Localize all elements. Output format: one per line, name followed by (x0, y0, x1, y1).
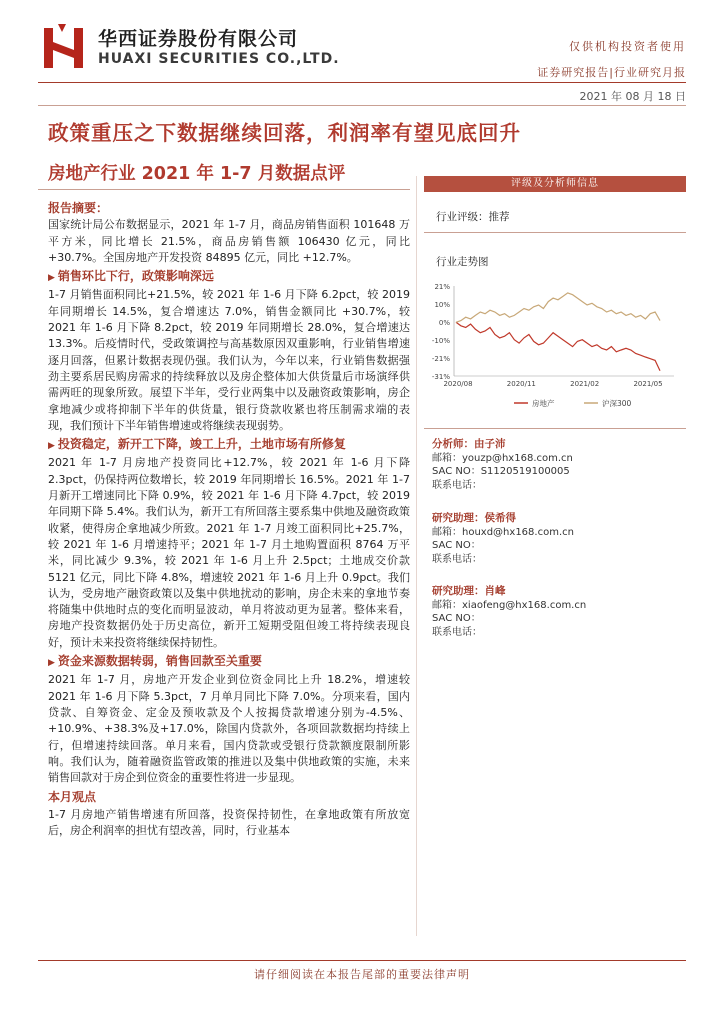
legal-notice-footer: 请仔细阅读在本报告尾部的重要法律声明 (254, 968, 470, 981)
analyst-sac: SAC NO： (432, 613, 481, 624)
section-heading-funding: ▶ 资金来源数据转弱，销售回款至关重要 (48, 654, 262, 669)
analyst-info-bar: 评级及分析师信息 (424, 176, 686, 192)
y-tick-label: -21% (431, 355, 450, 363)
analyst-name: 分析师：由子沛 (432, 438, 506, 450)
trend-chart-label: 行业走势图 (436, 256, 489, 268)
legend-label: 沪深300 (602, 399, 632, 408)
analyst-name: 研究助理：肖峰 (432, 585, 506, 597)
y-tick-label: -10% (431, 337, 450, 345)
x-tick-label: 2020/11 (506, 380, 536, 388)
analyst-card (432, 438, 692, 492)
analyst-phone: 联系电话： (432, 626, 482, 638)
date-divider (38, 105, 686, 106)
summary-intro: 国家统计局公布数据显示，2021 年 1-7 月，商品房销售面积 101648 万平方米，同比增长 21.5%，商品房销售额 106430 亿元，同比+30.7%。全国房地产开发投资 84895 亿元，同比 +12.7%。 (48, 218, 410, 264)
analyst-email[interactable]: 邮箱：houxd@hx168.com.cn (432, 526, 574, 538)
triangle-bullet-icon: ▶ (48, 658, 55, 669)
column-divider (416, 176, 417, 936)
section-text-investment: 2021 年 1-7 月房地产投资同比+12.7%，较 2021 年 1-6 月下降 2.3pct，仍保持两位数增长，较 2019 年同期增长 16.5%。2021 年 1-7 月新开工增速同比下降 0.9%，较 2021 年 1-6 月下降 4.7pct，较 2019 年同期下降 5.4%。我们认为，新开工有所回落主要系集中供地及融资政策收紧，使得房企拿地减少所致。2021 年 1-7 月竣工面积同比+25.7%，较 2021 年 1-6 月增速持平；2021 年 1-7 月土地购置面积 8764 万平米，同比减少 9.3%，较 2021 年 1-6 月上升 2.5pct；土地成交价款 5121 亿元，同比下降 4.8%，增速较 2021 年 1-6 月上升 0.9pct。我们认为，受房地产融资政策以及集中供地扰动的影响，房企未来的拿地节奏将随集中供地时点的变化而明显波动，单月将波动更为显著。整体来看，房地产投资数据仍处于历史高位，新开工短期受阻但竣工将持续表现良好，预计未来投资将继续保持韧性。 (48, 456, 410, 649)
analyst-phone: 联系电话： (432, 553, 482, 565)
analyst-name: 研究助理：侯希得 (432, 512, 516, 524)
triangle-bullet-icon: ▶ (48, 273, 55, 284)
x-tick-label: 2020/08 (443, 380, 473, 388)
series-line-real-estate (456, 322, 660, 371)
section-text-sales: 1-7 月销售面积同比+21.5%，较 2021 年 1-6 月下降 6.2pct，较 2019 年同期增长 14.5%，复合增速达 7.0%，销售金额同比 +30.7%，较 2021 年 1-6 月下降 8.2pct，较 2019 年同期增长 28.0%，复合增速达 13.3%。后疫情时代，受政策调控与高基数原因双重影响，行业销售增速逐月回落，但累计数据表现仍强。我们认为，今年以来，行业销售数据强劲主要系居民购房需求的持续释放以及房企整体加大供货量后市场演绎供需两旺的现象所致。展望下半年，受行业两集中以及融资政策影响，房企拿地减少或将抑制下半年的供货量，银行贷款收紧也将压制需求端的表现，我们预计下半年销售增速或将继续表现弱势。 (48, 288, 410, 432)
main-title: 政策重压之下数据继续回落，利润率有望见底回升 (48, 121, 521, 145)
research-assistant-card (432, 585, 692, 639)
section-text-funding: 2021 年 1-7 月，房地产开发企业到位资金同比上升 18.2%，增速较 2021 年 1-6 月下降 5.3pct，7 月单月同比下降 7.0%。分项来看，国内贷款、自筹资金、定金及预收款及个人按揭贷款增速分别为-4.5%、+10.9%、+38.3%及+17.0%，除国内贷款外，各项回款数据均持续上行，但增速持续回落。单月来看，国内贷款或受银行贷款额度限制所影响。我们认为，随着融资监管政策的推进以及集中供地政策的实施，未来销售回款对于房企到位资金的重要性将进一步显现。 (48, 673, 410, 785)
y-tick-label: 0% (438, 319, 450, 327)
sub-title: 房地产行业 2021 年 1-7 月数据点评 (48, 164, 346, 184)
monthly-view-text: 1-7 月房地产销售增速有所回落，投资保持韧性，在拿地政策有所放宽后，房企利润率的担忧有望改善，同时，行业基本 (48, 807, 410, 837)
series-line-hs300 (456, 293, 660, 322)
industry-rating: 行业评级：推荐 (436, 211, 510, 223)
y-tick-label: 21% (434, 283, 450, 291)
analyst-email[interactable]: 邮箱：youzp@hx168.com.cn (432, 452, 573, 464)
report-type-tag: 证券研究报告|行业研究月报 (537, 66, 686, 79)
research-assistant-card (432, 512, 692, 566)
summary-heading: 报告摘要： (48, 201, 109, 215)
header-divider (38, 82, 686, 83)
title-divider (38, 189, 410, 190)
company-name-cn: 华西证券股份有限公司 (98, 28, 299, 50)
chart-divider (424, 428, 686, 429)
analyst-sac: SAC NO：S1120519100005 (432, 466, 570, 477)
y-tick-label: -31% (431, 373, 450, 381)
analyst-phone: 联系电话： (432, 479, 482, 491)
huaxi-logo-icon (44, 24, 90, 70)
y-tick-label: 10% (434, 301, 450, 309)
section-heading-investment: ▶ 投资稳定，新开工下降，竣工上升，土地市场有所修复 (48, 437, 346, 452)
trend-chart (424, 278, 686, 418)
company-name-en: HUAXI SECURITIES CO.,LTD. (98, 51, 340, 67)
x-tick-label: 2021/05 (633, 380, 663, 388)
legend-label: 房地产 (532, 399, 555, 408)
section-heading-sales: ▶ 销售环比下行，政策影响深远 (48, 269, 214, 284)
triangle-bullet-icon: ▶ (48, 441, 55, 452)
investor-tag: 仅供机构投资者使用 (569, 40, 686, 53)
monthly-view-heading: 本月观点 (48, 790, 97, 805)
report-summary (48, 200, 410, 841)
report-date: 2021 年 08 月 18 日 (579, 90, 686, 103)
analyst-email[interactable]: 邮箱：xiaofeng@hx168.com.cn (432, 599, 587, 611)
rating-divider (424, 232, 686, 233)
footer-divider (38, 960, 686, 961)
analyst-sac: SAC NO： (432, 540, 481, 551)
x-tick-label: 2021/02 (570, 380, 600, 388)
